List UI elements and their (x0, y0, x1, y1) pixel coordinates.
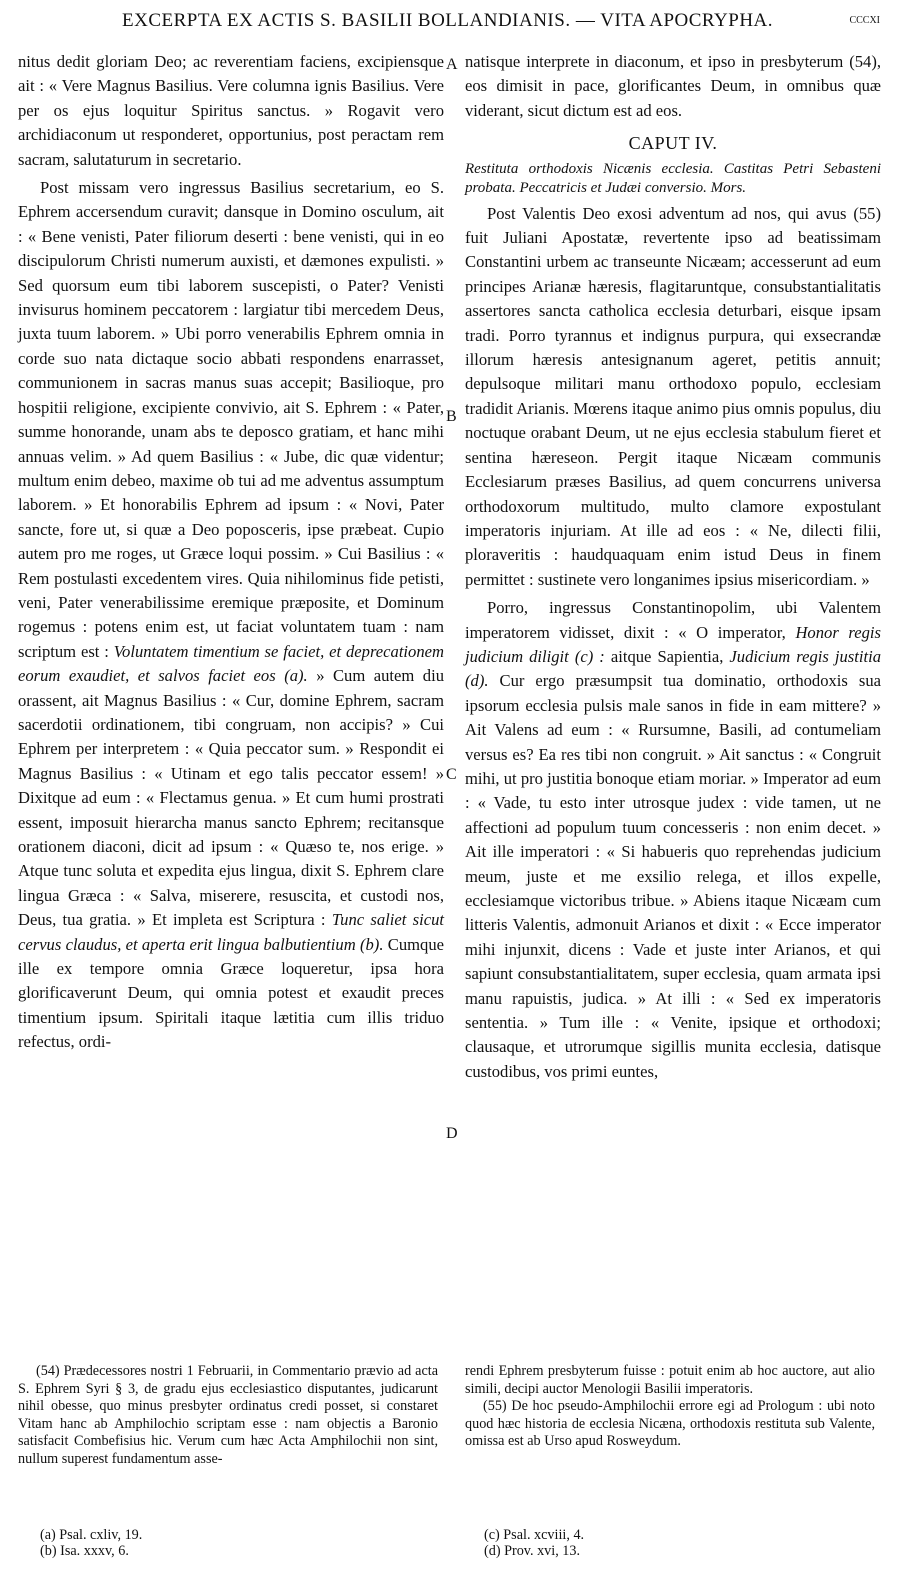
page-number: cccxi (849, 12, 880, 27)
footnote-54-continued: rendi Ephrem presbyterum fuisse : potuit enim ab hoc auctore, aut alio simili, decipi auctor Menologii Basilii imperatoris. (465, 1363, 875, 1397)
scripture-quote: Tunc saliet sicut cervus claudus, et aperta erit lingua balbutientium (18, 910, 445, 954)
margin-letter-d: D (446, 1125, 458, 1142)
reference-b: (b) Isa. xxxv, 6. (40, 1543, 129, 1559)
reference-a: (a) Psal. cxliv, 19. (40, 1527, 143, 1543)
left-column (18, 50, 444, 1055)
text-run: Post missam vero ingressus Basilius secretarium, eo S. Ephrem accersendum curavit; dansque in Domino osculum, ait : « Bene venisti, Pater filiorum deserti : bene venisti, qui in eo discipulorum Christi numerum auxisti, et dæmones expulisti. » Sed quorsum eum tibi laborem suscepisti, o Pater? Venisti invisurus hominem peccatorem : largiatur tibi mercedem Deus, juxta tuum laborem. » Ubi porro venerabilis Ephrem omnia in corde suo nata dictaque socio abbati respondens enarrasset, communionem in sacras manus suas accepit; Basilioque, pro hospitii religione, excipiente convivio, ait S. Ephrem : « Pater, summe honorande, unam abs te deposco gratiam, et hanc mihi annuas velim. » Ad quem Basilius : « Jube, dic quæ videntur; multum enim debeo, maxime ob tui ad me adventus assumptum laborem. » Et honorabilis Ephrem ad ipsum : « Novi, Pater sancte, fore ut, si quæ a Deo poposceris, ipse præbeat. Cupio autem pro me roges, ut Græce loqui possim. » Cui Basilius : « Rem postulasti excedentem vires. Quia nihilominus fide petisti, veni, Pater venerabilissime eremique præposite, et Dominum rogemus : potens enim est, ut faciat voluntatem tuam : nam scriptum est : (18, 178, 444, 661)
footnote-ref: (d). (465, 671, 489, 691)
reference-c: (c) Psal. xcviii, 4. (484, 1527, 585, 1543)
chapter-summary: Restituta orthodoxis Nicænis ecclesia. Castitas Petri Sebasteni probata. Peccatricis et Judæi conversio. Mors. (465, 160, 881, 196)
footnote-ref: (c) : (574, 646, 605, 666)
footnote-left (18, 1363, 438, 1468)
running-header (0, 10, 906, 40)
footnote-54: (54) Prædecessores nostri 1 Februarii, in Commentario prævio ad acta S. Ephrem Syri § 3, de gradu ejus ecclesiastico disputantes, judicarunt nihil obesse, quo minus presbyter ordinatus credi posset, si constaret Vitam hanc ab Amphilochio scriptam esse : nam objectis a Baronio satisfacit Combefisius hic. Verum cum hæc Acta Amphilochii non sint, nullum superest fundamentum asse- (18, 1363, 438, 1467)
text-run: » Cum autem diu orassent, ait Magnus Basilius : « Cur, domine Ephrem, sacram sacerdotii ordinationem, tibi congruam, non accipis? » Cui Ephrem per interpretem : « Quia peccator sum. » Respondit ei Magnus Basilius : « Utinam et ego talis peccator essem! » Dixitque ad eum : « Flectamus genua. » Et cum humi prostrati essent, imposuit hierarcha manus sancto Ephrem; recitansque orationem diaconi, dicit ad ipsum : « Quæso te, nos erige. » Atque tunc soluta et expedita ejus lingua, dixit S. Ephrem clare lingua Græca : « Salva, miserere, resuscita, et custodi nos, Deus, tua gratia. » Et impleta est Scriptura : (18, 666, 444, 930)
margin-letter-a: A (446, 56, 458, 73)
text-run: aitque Sapientia, (610, 646, 724, 666)
footnote-ref: (b). (359, 934, 384, 954)
text-run: Porro, ingressus Constantinopolim, ubi Valentem imperatorem vidisset, dixit : « O imperator, (465, 598, 881, 642)
margin-letter-b: B (446, 408, 457, 425)
margin-letter-c: C (446, 766, 457, 783)
paragraph: nitus dedit gloriam Deo; ac reverentiam faciens, excipiensque ait : « Vere Magnus Basilius. Vere columna ignis Basilius. Vere per os ejus loquitur Spiritus sanctus. » Rogavit vero archidiaconum ut responderet, opportunius, post peractam rem sacram, salutaturum in secretario. (18, 52, 444, 169)
scripture-quote: Honor regis judicium diligit (465, 622, 881, 666)
scripture-quote: Voluntatem timentium se faciet, et deprecationem eorum exaudiet, et salvos faciet eos (18, 641, 444, 686)
text-run: Cur ergo præsumpsit tua dominatio, orthodoxis sua ipsorum ecclesia pulsis male sanos in fide in eam mittere? » Ait Valens ad eum : « Rursumne, Basili, ad contumeliam versus es? Ea res tibi non congruit. » Ait sanctus : « Congruit mihi, ut pro justitia bonoque etiam moriar. » Imperator ad eum : « Vade, tu esto inter utrosque judex : vide tamen, ut ne affectioni ad populum tuum concesseris : non enim decet. » Ait ille imperatori : « Si habueris quo reprehendas judicium meum, juste et me exsilio relega, et illos expelle, ecclesiamque victoribus tribue. » Abiens itaque Nicæam cum litteris Valentis, admonuit Arianos et dixit : « Ecce imperator mihi injunxit, dicens : Vade et juste inter Arianos, et qui sapiunt consubstantialitatem, super ecclesia, quam armata ipsi manu rapuistis, judica. » At illi : « Sed ex imperatoris sententia. » Tum ille : « Venite, ipsique et orthodoxi; clausaque, et utrorumque sigillis munita ecclesia, datisque custodibus, vos primi euntes, (465, 671, 881, 1081)
scripture-quote: Judicium regis justitia (729, 646, 881, 666)
right-column (465, 50, 881, 1084)
references-right (484, 1527, 584, 1559)
text-run: Cumque ille ex tempore omnia Græce loqueretur, ipsa hora glorificaverunt Deum, qui omnia potest et exaudit preces timentium ipsum. Spiritali itaque lætitia cum illis triduo refectus, ordi- (18, 934, 444, 1052)
chapter-heading: CAPUT IV. (628, 133, 718, 154)
paragraph: natisque interprete in diaconum, et ipso in presbyterum (54), eos dimisit in pace, glorificantes Deum, in omnibus quæ viderant, sicut dictum est ad eos. (465, 52, 881, 120)
references-left (40, 1527, 142, 1559)
paragraph (465, 596, 881, 1084)
paragraph: Post Valentis Deo exosi adventum ad nos, qui avus (55) fuit Juliani Apostatæ, revertente ipso ad beatissimam Constantini urbem ac transeunte Nicæam; accesserunt ad eum principes Arianæ hæresis, flagitaruntque, consubstantialitatis assertores sancta catholica ecclesia deturbari, eisque ipsam tradi. Porro tyrannus et indignus purpura, qui exsecrandæ illorum hæresis antesignanum ageret, petitis annuit; depulsoque militari manu orthodoxo populo, ecclesiam tradidit Arianis. Mœrens itaque animo pius omnis populus, diu noctuque orabant Deum, ut ne ejus ecclesia stabulum fieret et sentina hæreseon. Pergit itaque Nicæam communis Ecclesiarum præses Basilius, ad quem concurrens universa orthodoxorum multitudo, multo clamore expostulant imperatoris injuriam. At ille ad eos : « Ne, dilecti filii, ploraveritis : haudquaquam enim istud Deus in finem permittet : sustinete vero longanimes ipsius misericordiam. » (465, 203, 881, 589)
reference-d: (d) Prov. xvi, 13. (484, 1543, 581, 1559)
footnote-55: (55) De hoc pseudo-Amphilochii errore egi ad Prologum : ubi noto quod hæc historia de ecclesia Nicæna, orthodoxis restituta sub Valente, omissa est ab Urso apud Rosweydum. (465, 1398, 875, 1449)
paragraph (18, 176, 444, 1055)
header-title: EXCERPTA EX ACTIS S. BASILII BOLLANDIANIS. — VITA APOCRYPHA. (122, 10, 774, 31)
footnote-ref: (a). (284, 666, 308, 686)
footnote-right (465, 1363, 875, 1451)
